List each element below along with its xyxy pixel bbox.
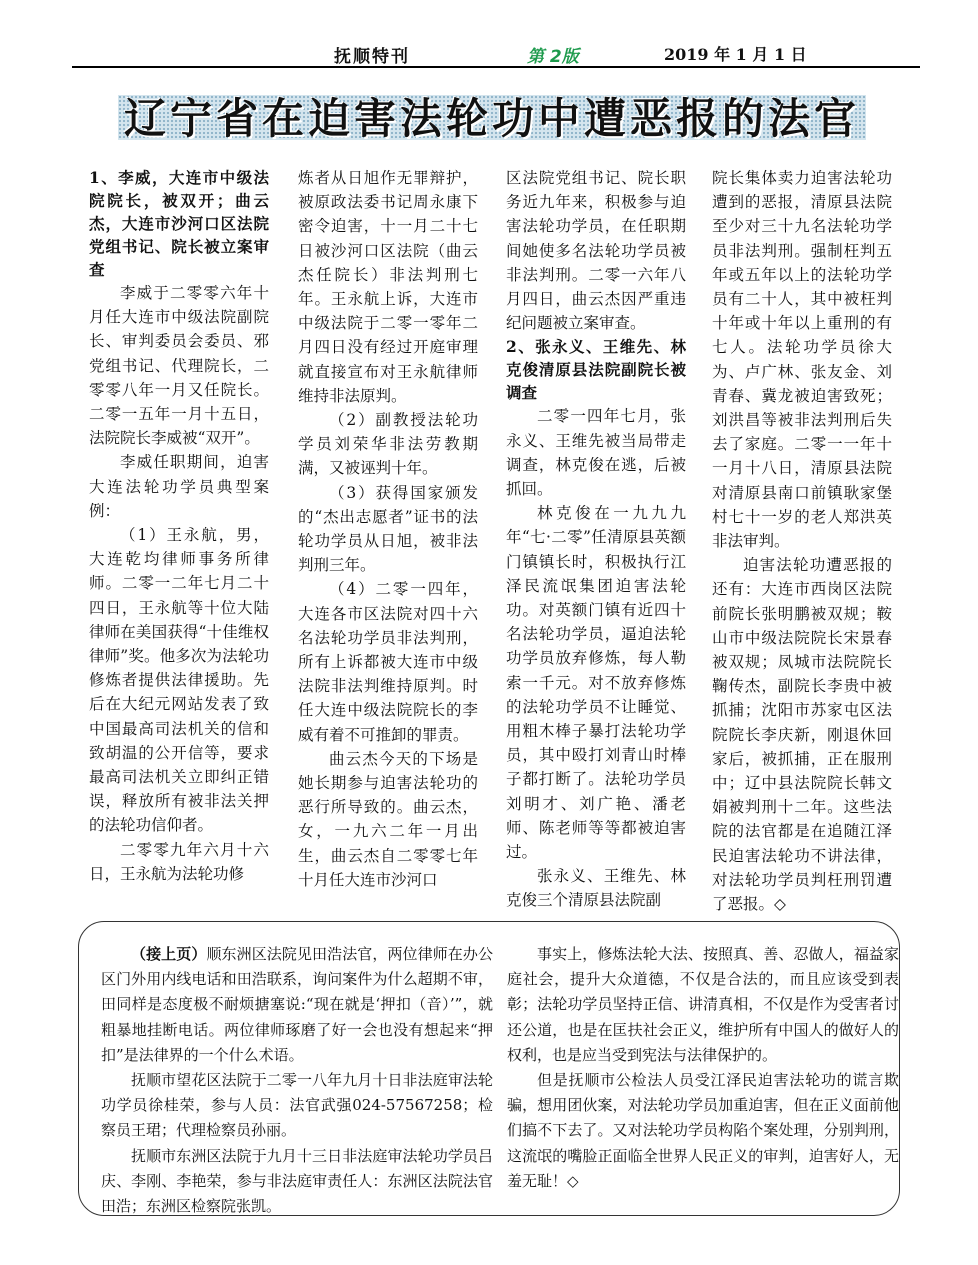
paragraph: 二零一四年七月，张永义、王维先被当局带走调查，林克俊在逃，后被抓回。 [506, 407, 686, 499]
article-column-1 [89, 166, 269, 886]
paragraph: 炼者从日旭作无罪辩护，被原政法委书记周永康下密令迫害，十一月二十七日被沙河口区法院（曲云杰任院长）非法判刑七年。王永航上诉，大连市中级法院于二零一零年二月四日没有经过开庭审理就直接宣布对王永航律师维持非法原判。 [298, 169, 478, 405]
continued-label: （接上页） [131, 945, 207, 963]
paragraph: 抚顺市望花区法院于二零一八年九月十日非法庭审法轮功学员徐桂荣，参与人员：法官武强024-57567258；检察员王珺；代理检察员孙丽。 [101, 1071, 493, 1140]
article-column-4 [712, 166, 892, 916]
paragraph: （1）王永航，男，大连乾均律师事务所律师。二零一二年七月二十四日，王永航等十位大陆律师在美国获得“十佳维权律师”奖。他多次为法轮功修炼者提供法律援助。先后在大纪元网站发表了致中国最高司法机关的信和致胡温的公开信等，要求最高司法机关立即纠正错误，释放所有被非法关押的法轮功信仰者。 [89, 526, 269, 835]
article-column-3 [506, 166, 686, 913]
paragraph: （2）副教授法轮功学员刘荣华非法劳教期满，又被诬判十年。 [298, 411, 478, 478]
paragraph-text: 顺东洲区法院见田浩法官，两位律师在办公区门外用内线电话和田浩联系，询问案件为什么超期不审，田同样是态度极不耐烦搪塞说:“现在就是‘押扣（音）’”，就粗暴地挂断电话。两位律师琢磨了好一会也没有想起来“押扣”是法律界的一个什么术语。 [101, 945, 493, 1064]
edition-label: 第 2版 [527, 47, 579, 67]
issue-date: 2019 年 1 月 1 日 [664, 45, 807, 64]
section-heading: 1、李威，大连市中级法院院长，被双开；曲云杰，大连市沙河口区法院党组书记、院长被立案审查 [89, 168, 269, 279]
box-column-right [507, 942, 899, 1194]
paragraph: 林克俊在一九九九年“七·二零”任清原县英额门镇镇长时，积极执行江泽民流氓集团迫害法轮功。对英额门镇有近四十名法轮功学员，逼迫法轮功学员放弃修炼，每人勒索一千元。对不放弃修炼的法轮功学员不让睡觉、用粗木棒子暴打法轮功学员，其中殴打刘青山时棒子都打断了。法轮功学员刘明才、刘广艳、潘老师、陈老师等等都被迫害过。 [506, 504, 686, 862]
section-heading: 2、张永义、王维先、林克俊清原县法院副院长被调查 [506, 337, 686, 403]
continued-article-box [78, 921, 900, 1216]
paragraph: 但是抚顺市公检法人员受江泽民迫害法轮功的谎言欺骗，想用团伙案，对法轮功学员加重迫害，但在正义面前他们搞不下去了。又对法轮功学员构陷个案处理，分别判刑，这流氓的嘴脸正面临全世界人民正义的审判，迫害好人，无羞无耻！◇ [507, 1071, 899, 1190]
newspaper-header [72, 40, 920, 68]
box-column-left [101, 942, 493, 1219]
paragraph: 李威任职期间，迫害大连法轮功学员典型案例： [89, 453, 269, 520]
paragraph: 张永义、王维先、林克俊三个清原县法院副 [506, 867, 686, 910]
paragraph [101, 942, 493, 1068]
article-column-2 [298, 166, 478, 892]
paragraph: （3）获得国家颁发的“杰出志愿者”证书的法轮功学员从日旭，被非法判刑三年。 [298, 483, 478, 575]
paragraph: 二零零九年六月十六日，王永航为法轮功修 [89, 840, 269, 883]
paragraph: （4）二零一四年，大连各市区法院对四十六名法轮功学员非法判刑，所有上诉都被大连市中级法院非法判维持原判。时任大连中级法院院长的李威有着不可推卸的罪责。 [298, 580, 478, 744]
newspaper-name: 抚顺特刊 [334, 47, 410, 67]
paragraph: 迫害法轮功遭恶报的还有：大连市西岗区法院前院长张明鹏被双规；鞍山市中级法院院长宋景春被双规；凤城市法院院长鞠传杰，副院长李贵中被抓捕；沈阳市苏家屯区法院院长李庆新，刚退休回家后，被抓捕，正在服刑中；辽中县法院院长韩文娟被判刑十二年。这些法院的法官都是在追随江泽民迫害法轮功不讲法律，对法轮功学员判枉刑罚遭了恶报。◇ [712, 556, 892, 914]
paragraph: 李威于二零零六年十月任大连市中级法院副院长、审判委员会委员、邪党组书记、代理院长，二零零八年一月又任院长。二零一五年一月十五日，法院院长李威被“双开”。 [89, 284, 269, 448]
paragraph: 曲云杰今天的下场是她长期参与迫害法轮功的恶行所导致的。曲云杰，女，一九六二年一月出生，曲云杰自二零零七年十月任大连市沙河口 [298, 749, 478, 889]
paragraph: 院长集体卖力迫害法轮功遭到的恶报，清原县法院至少对三十九名法轮功学员非法判刑。强制枉判五年或五年以上的法轮功学员有二十人，其中被枉判十年或十年以上重刑的有七人。法轮功学员徐大为、卢广林、张友金、刘青春、冀龙被迫害致死；刘洪昌等被非法判刑后失去了家庭。二零一一年十一月十八日，清原县法院对清原县南口前镇耿家堡村七十一岁的老人郑洪英非法审判。 [712, 169, 892, 551]
paragraph: 区法院党组书记、院长职务近九年来，积极参与迫害法轮功学员，在任职期间她使多名法轮功学员被非法判刑。二零一六年八月四日，曲云杰因严重违纪问题被立案审查。 [506, 169, 686, 333]
paragraph: 抚顺市东洲区法院于九月十三日非法庭审法轮功学员吕庆、李刚、李艳荣，参与非法庭审责任人：东洲区法院法官田浩；东洲区检察院张凯。 [101, 1146, 493, 1216]
page-title: 辽宁省在迫害法轮功中遭恶报的法官 [123, 94, 860, 143]
paragraph: 事实上，修炼法轮大法、按照真、善、忍做人，福益家庭社会，提升大众道德，不仅是合法的，而且应该受到表彰；法轮功学员坚持正信、讲清真相，不仅是作为受害者讨还公道，也是在匡扶社会正义，维护所有中国人的做好人的权利，也是应当受到宪法与法律保护的。 [507, 945, 899, 1064]
